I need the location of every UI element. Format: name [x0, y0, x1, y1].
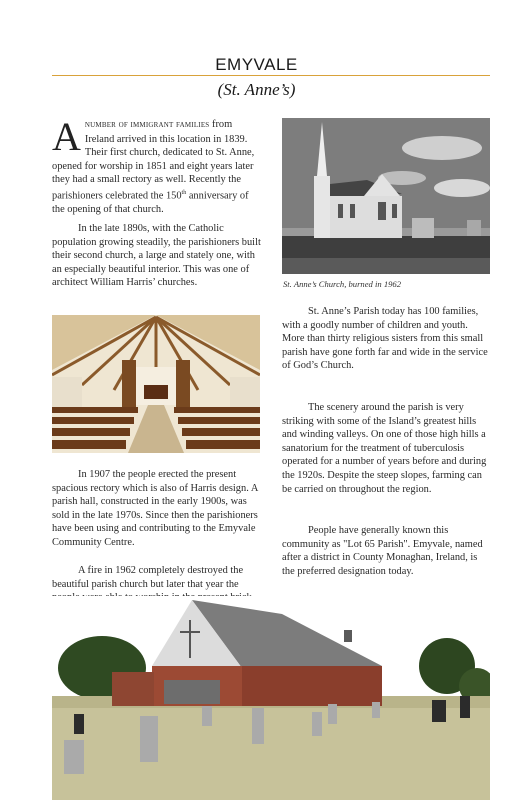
old-church-caption: St. Anne’s Church, burned in 1962: [283, 279, 402, 289]
brick-church-photo: [52, 596, 490, 800]
old-church-photo: [282, 118, 490, 274]
paragraph-today: St. Anne’s Parish today has 100 families, with a goodly number of children and youth. More than thirty religious sisters from this small parish have gone forth far and wide in the service of God’s Church.: [282, 306, 488, 372]
intro-text-end: anniversary of the opening of that church.: [52, 190, 249, 216]
title-divider: [52, 75, 490, 76]
page-title: EMYVALE: [215, 55, 298, 74]
drop-cap: A: [52, 114, 81, 159]
intro-text: from Ireland arrived in this location in 1839. Their first church, dedicated to St. Anne, opened for worship in 1851 and eight years later they had a small rectory as well. Recently the parishioners celebrated the 150: [52, 119, 255, 202]
paragraph-1907: In 1907 the people erected the present spacious rectory which is also of Harris design. A parish hall, constructed in the early 1900s, was sold in the late 1970s. Since then the parishioners have been using and contributing to the Emyvale Community Centre.: [52, 469, 258, 548]
church-interior-photo: [52, 315, 260, 453]
intro-superscript: th: [181, 189, 187, 196]
intro-paragraph: [52, 114, 262, 217]
intro-smallcaps: number of immigrant families: [84, 120, 210, 130]
paragraph-scenery: The scenery around the parish is very striking with some of the Island’s greatest hills and winding valleys. On one of those high hills a sanatorium for the treatment of tuberculosis operated for a number of years before and during the 1920s. Despite the steep slopes, farming can be carried on throughout the region.: [282, 402, 487, 495]
paragraph-name: People have generally known this community as "Lot 65 Parish". Emyvale, named after a district in County Monaghan, Ireland, is the preferred designation today.: [282, 525, 483, 577]
paragraph-1890s: In the late 1890s, with the Catholic population growing steadily, the parishioners built their second church, a large and stately one, with an especially beautiful interior. This was one of architect William Harris’ churches.: [52, 223, 261, 289]
page-subtitle: (St. Anne’s): [217, 80, 296, 99]
paragraph-fire: A fire in 1962 completely destroyed the beautiful parish church but later that year the: [52, 565, 244, 590]
